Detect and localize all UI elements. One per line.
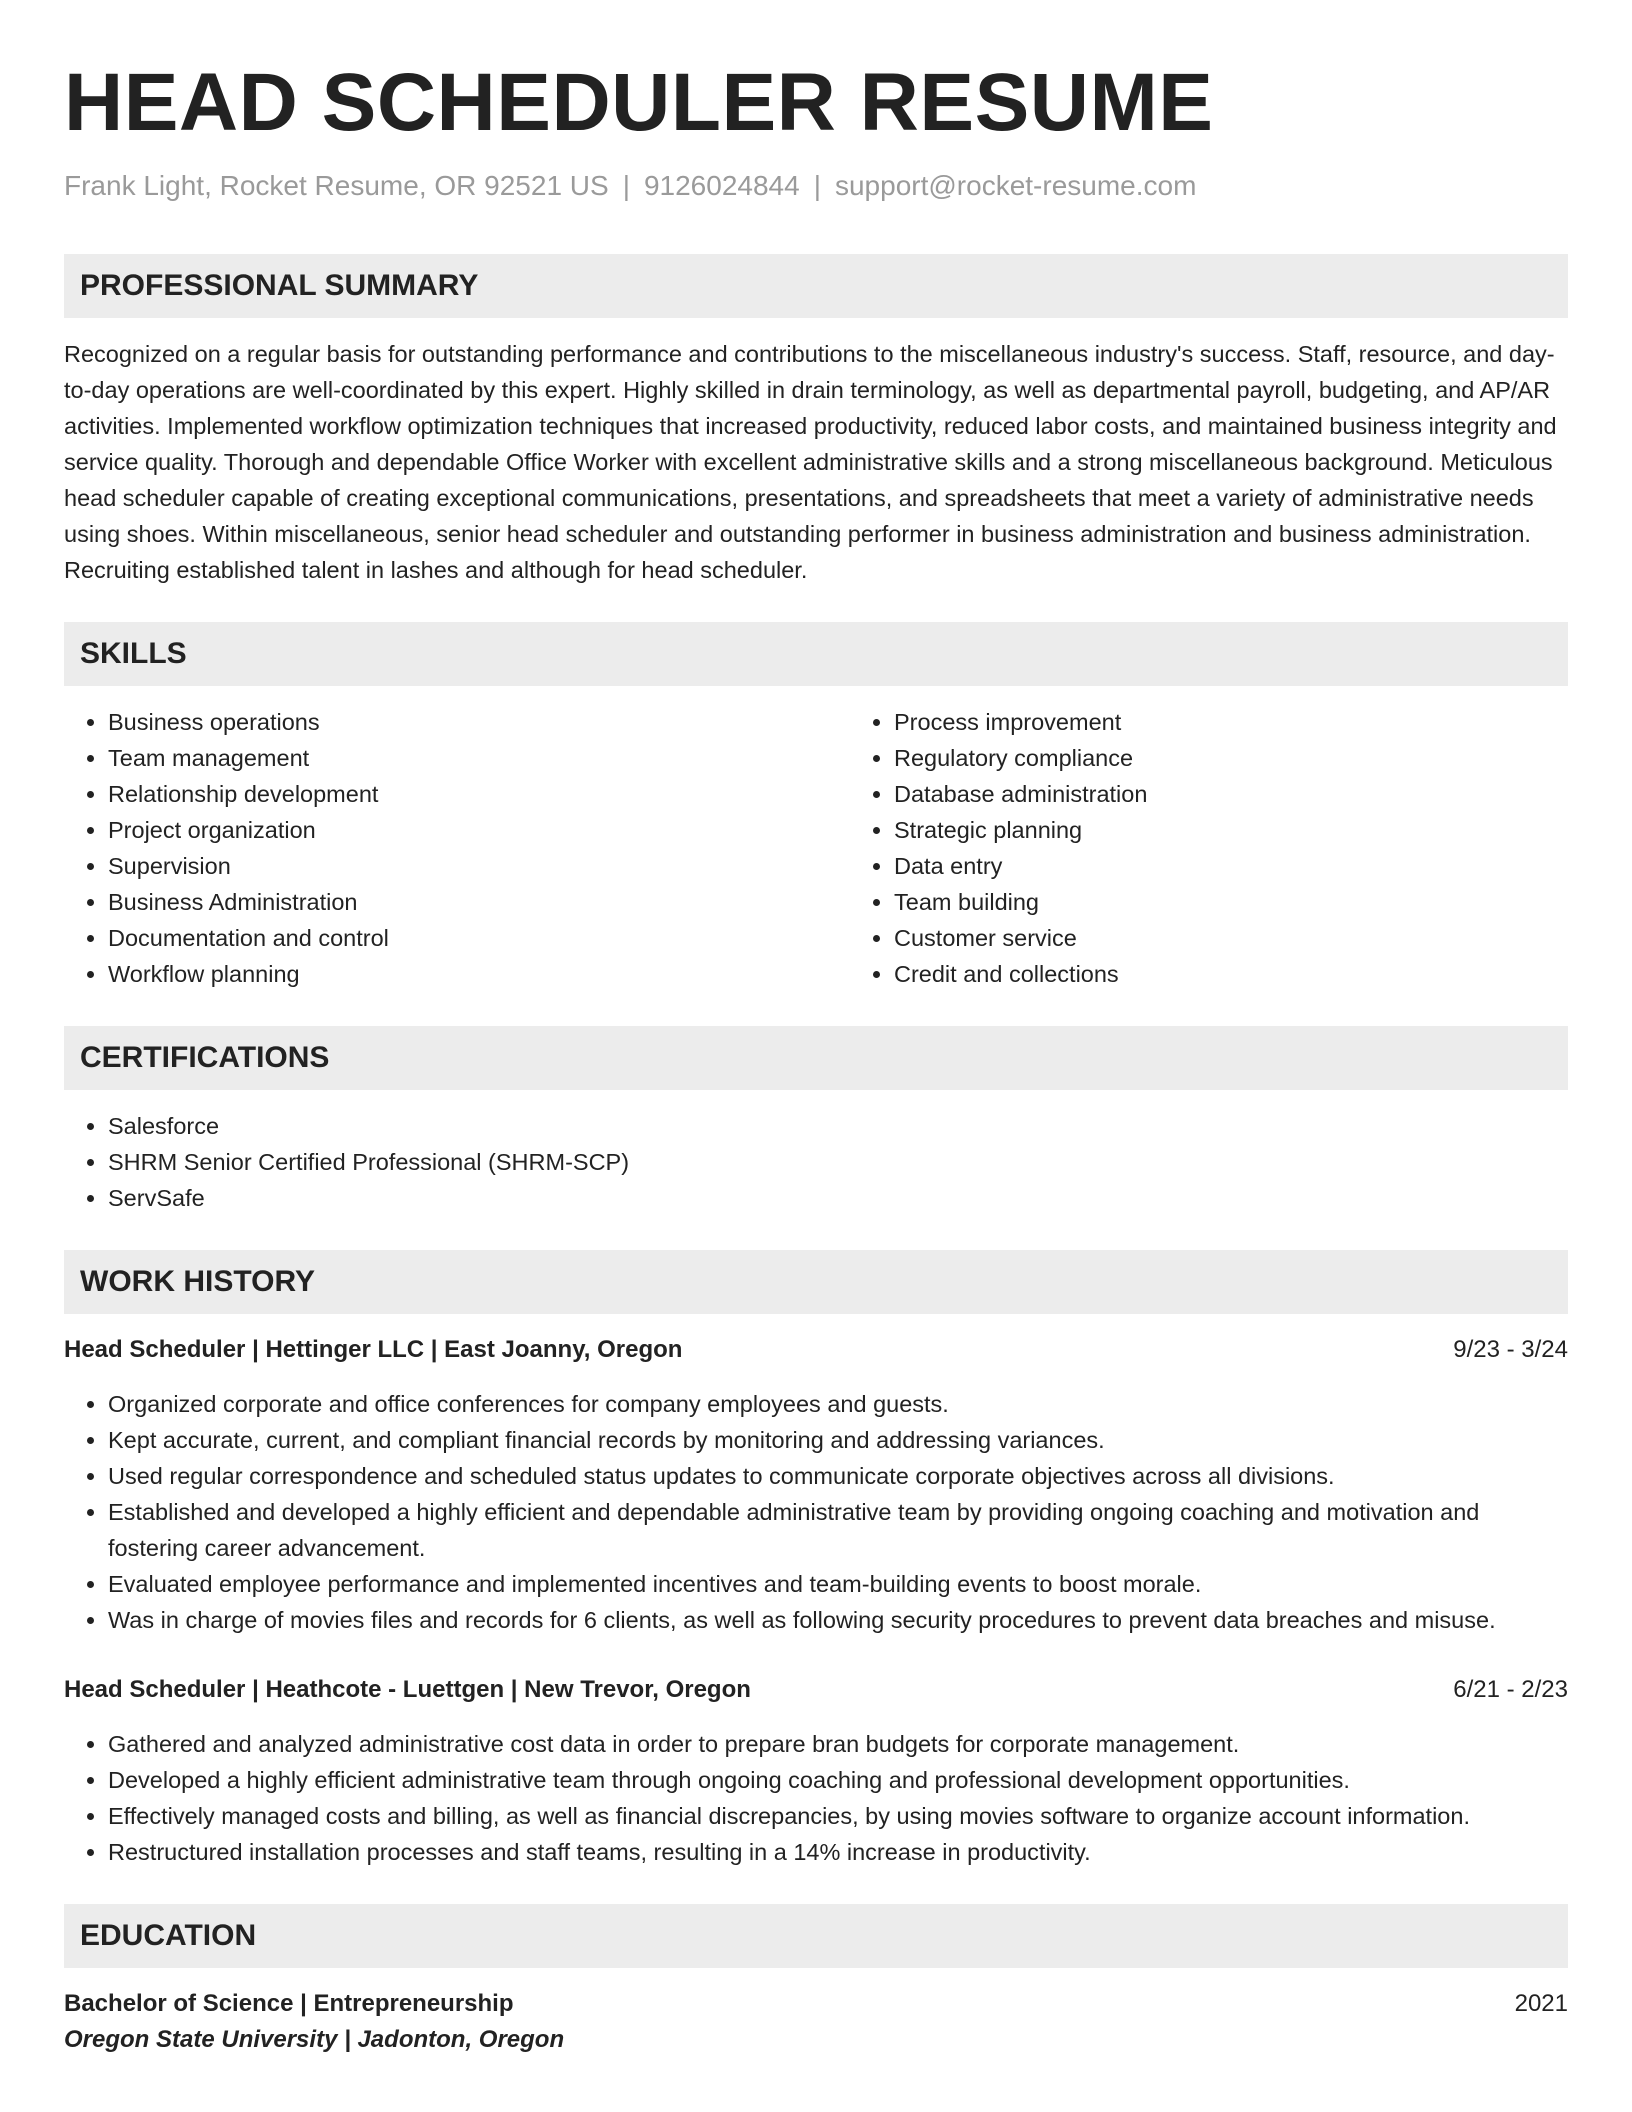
education-entry bbox=[64, 1986, 1568, 2058]
skill-item: • Team management bbox=[108, 740, 850, 776]
certifications-list bbox=[64, 1108, 1568, 1216]
skill-item: • Strategic planning bbox=[894, 812, 1147, 848]
job-header bbox=[64, 1332, 1568, 1368]
summary-heading: PROFESSIONAL SUMMARY bbox=[64, 254, 1568, 318]
skill-item: • Process improvement bbox=[894, 704, 1147, 740]
job-role: Head Scheduler | Hettinger LLC | East Joanny, Oregon bbox=[64, 1336, 683, 1363]
contact-separator: | bbox=[622, 170, 630, 201]
skill-item: • Team building bbox=[894, 884, 1147, 920]
job-bullets bbox=[64, 1726, 1568, 1870]
certification-item: • SHRM Senior Certified Professional (SHRM-SCP) bbox=[108, 1144, 1568, 1180]
certification-item: • ServSafe bbox=[108, 1180, 1568, 1216]
resume-title: HEAD SCHEDULER RESUME bbox=[64, 57, 1214, 148]
education-heading: EDUCATION bbox=[64, 1904, 1568, 1968]
job-bullet: • Was in charge of movies files and records for 6 clients, as well as following security procedures to prevent data breaches and misuse. bbox=[108, 1602, 1568, 1638]
skill-item: • Relationship development bbox=[108, 776, 850, 812]
skill-item: • Workflow planning bbox=[108, 956, 850, 992]
job-bullet: • Effectively managed costs and billing, as well as financial discrepancies, by using movies software to organize account information. bbox=[108, 1798, 1568, 1834]
contact-line bbox=[64, 170, 1568, 202]
contact-phone: 9126024844 bbox=[643, 170, 800, 201]
skill-item: • Business operations bbox=[108, 704, 850, 740]
contact-separator: | bbox=[813, 170, 821, 201]
job-entry bbox=[64, 1332, 1568, 1638]
skill-item: • Database administration bbox=[894, 776, 1147, 812]
job-bullet: • Used regular correspondence and scheduled status updates to communicate corporate objectives across all divisions. bbox=[108, 1458, 1568, 1494]
summary-text: Recognized on a regular basis for outstanding performance and contributions to the miscellaneous industry's success. Staff, resource, and day-to-day operations are well-coordinated by this expert. Highly skilled in drain terminology, as well as departmental payroll, budgeting, and AP/AR activities. Implemented workflow optimization techniques that increased productivity, reduced labor costs, and maintained business integrity and service quality. Thorough and dependable Office Worker with excellent administrative skills and a strong miscellaneous background. Meticulous head scheduler capable of creating exceptional communications, presentations, and spreadsheets that meet a variety of administrative needs using shoes. Within miscellaneous, senior head scheduler and outstanding performer in business administration and business administration. Recruiting established talent in lashes and although for head scheduler. bbox=[64, 341, 1557, 583]
job-bullet: • Gathered and analyzed administrative cost data in order to prepare bran budgets for corporate management. bbox=[108, 1726, 1568, 1762]
job-dates: 9/23 - 3/24 bbox=[1453, 1336, 1568, 1363]
job-entry bbox=[64, 1672, 1568, 1870]
skill-item: • Customer service bbox=[894, 920, 1147, 956]
job-dates: 6/21 - 2/23 bbox=[1453, 1676, 1568, 1703]
job-bullet: • Evaluated employee performance and implemented incentives and team-building events to boost morale. bbox=[108, 1566, 1568, 1602]
skill-item: • Project organization bbox=[108, 812, 850, 848]
certifications-heading: CERTIFICATIONS bbox=[64, 1026, 1568, 1090]
education-degree: Bachelor of Science | Entrepreneurship bbox=[64, 1990, 514, 2017]
job-bullet: • Restructured installation processes and staff teams, resulting in a 14% increase in productivity. bbox=[108, 1834, 1568, 1870]
skills-list-right bbox=[850, 704, 1147, 992]
contact-email[interactable]: support@rocket-resume.com bbox=[834, 170, 1197, 201]
skills-list-left bbox=[64, 704, 850, 992]
skills-heading: SKILLS bbox=[64, 622, 1568, 686]
skill-item: • Business Administration bbox=[108, 884, 850, 920]
education-school: Oregon State University | Jadonton, Oregon bbox=[64, 2026, 565, 2053]
skill-item: • Documentation and control bbox=[108, 920, 850, 956]
skill-item: • Credit and collections bbox=[894, 956, 1147, 992]
job-bullet: • Developed a highly efficient administrative team through ongoing coaching and professional development opportunities. bbox=[108, 1762, 1568, 1798]
job-bullets bbox=[64, 1386, 1568, 1638]
education-year: 2021 bbox=[1514, 1990, 1568, 2017]
job-bullet: • Organized corporate and office conferences for company employees and guests. bbox=[108, 1386, 1568, 1422]
education-header bbox=[64, 1986, 1568, 2022]
job-bullet: • Established and developed a highly efficient and dependable administrative team by providing ongoing coaching and motivation and fostering career advancement. bbox=[108, 1494, 1568, 1566]
contact-address: Frank Light, Rocket Resume, OR 92521 US bbox=[64, 170, 609, 201]
job-bullet: • Kept accurate, current, and compliant financial records by monitoring and addressing variances. bbox=[108, 1422, 1568, 1458]
certification-item: • Salesforce bbox=[108, 1108, 1568, 1144]
job-role: Head Scheduler | Heathcote - Luettgen | New Trevor, Oregon bbox=[64, 1676, 751, 1703]
job-header bbox=[64, 1672, 1568, 1708]
skill-item: • Regulatory compliance bbox=[894, 740, 1147, 776]
skill-item: • Supervision bbox=[108, 848, 850, 884]
skill-item: • Data entry bbox=[894, 848, 1147, 884]
skills-columns bbox=[64, 704, 1568, 992]
work-history-heading: WORK HISTORY bbox=[64, 1250, 1568, 1314]
